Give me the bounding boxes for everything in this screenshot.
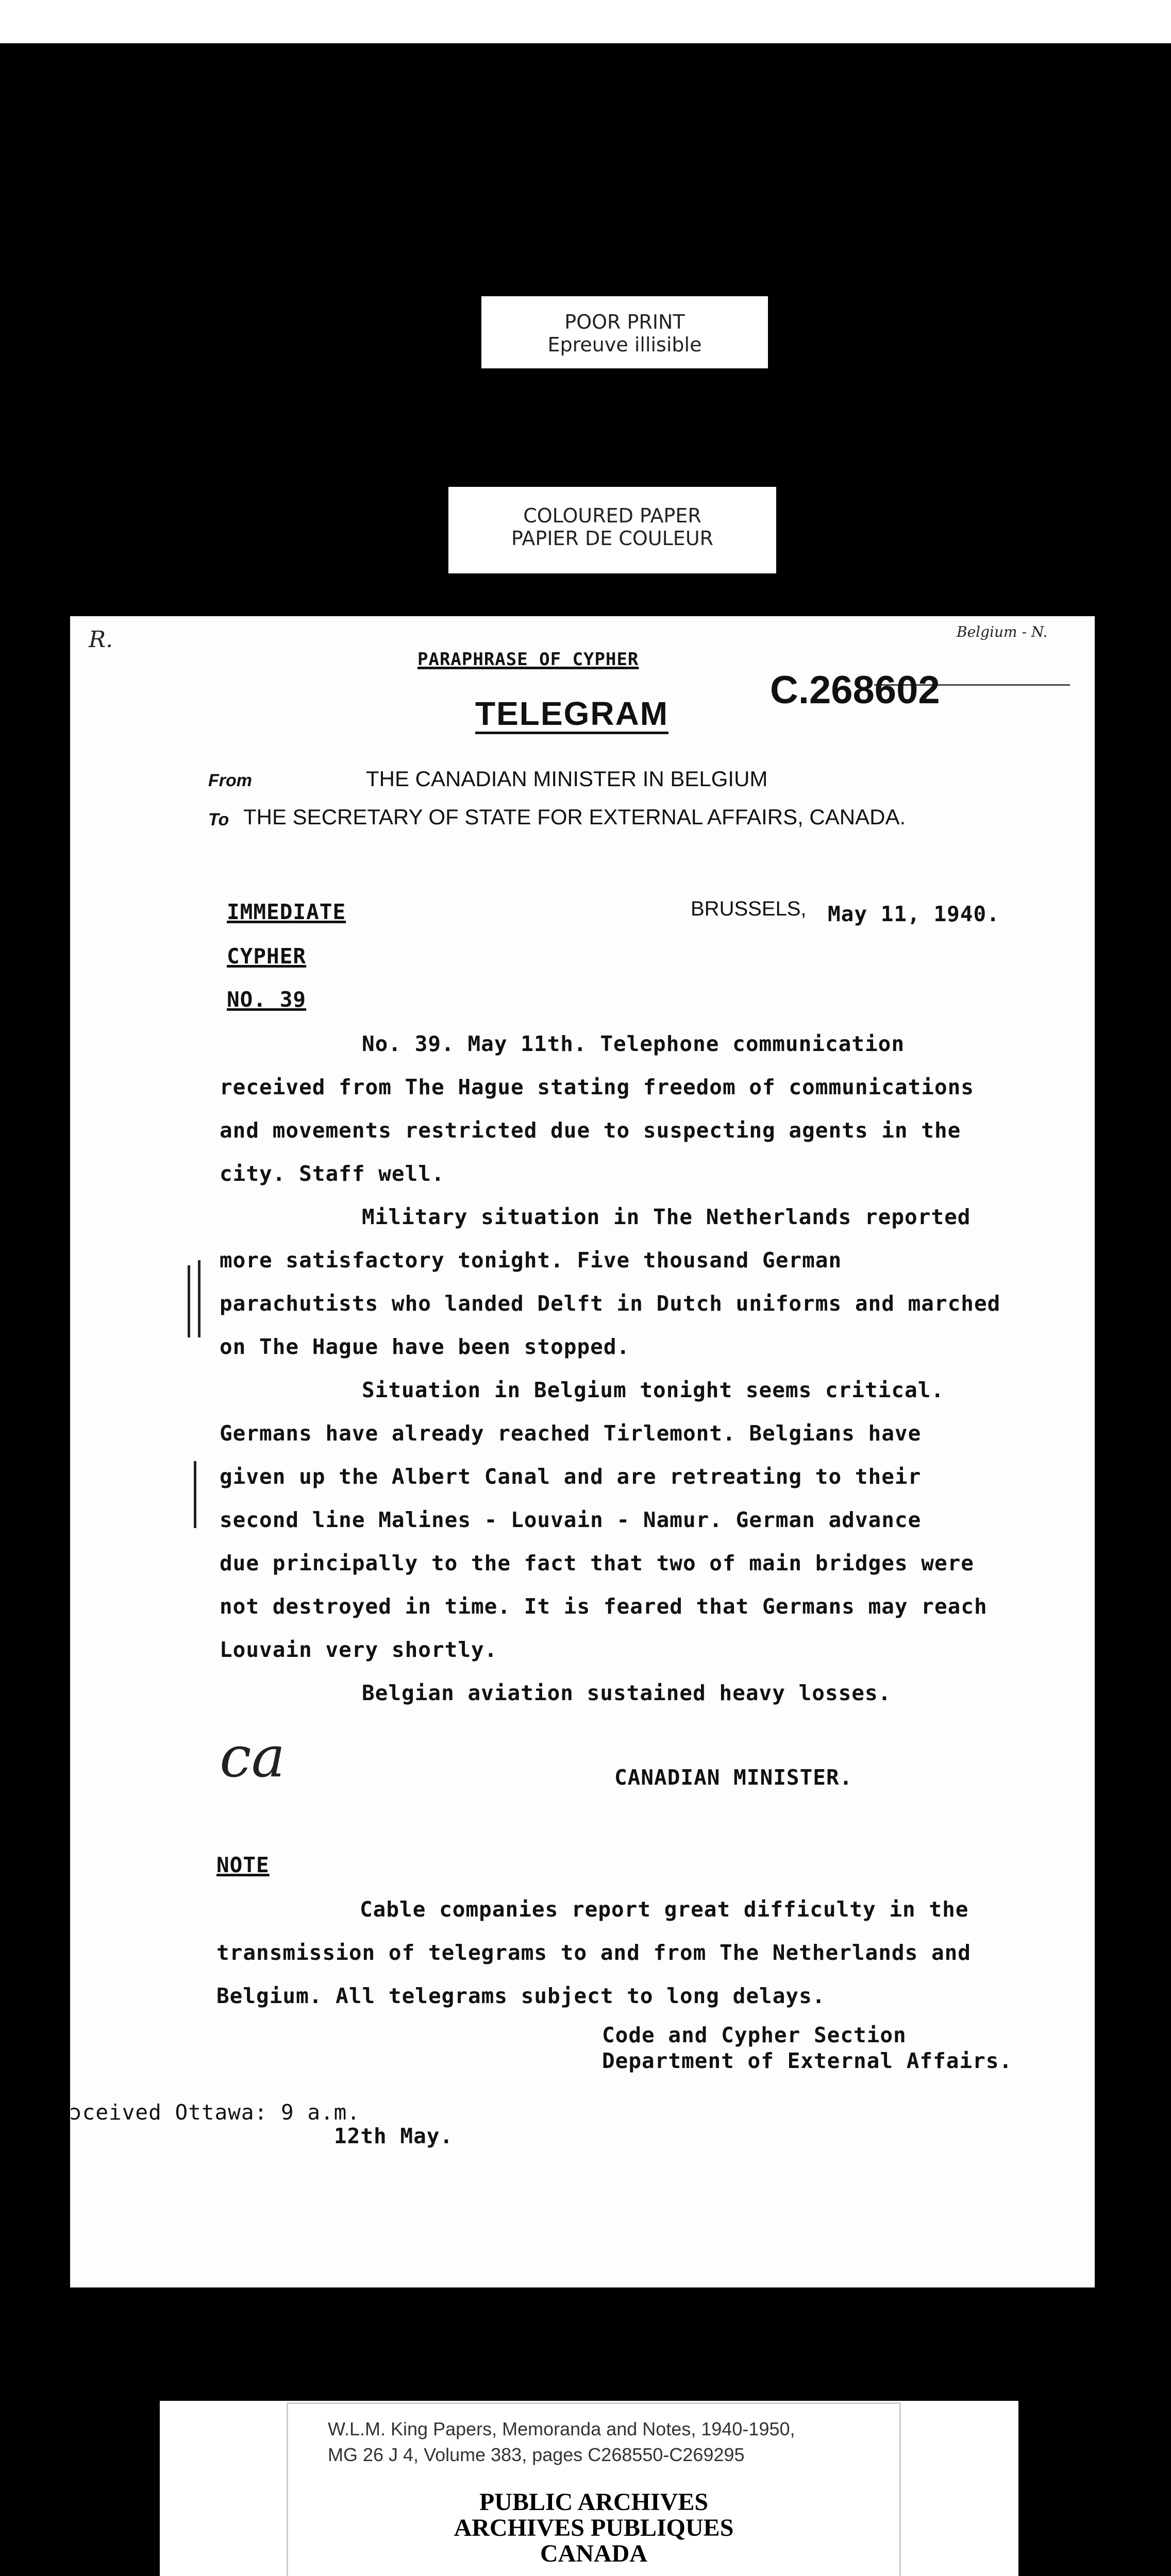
section-line-2: Department of External Affairs. (602, 2048, 1013, 2073)
body-line-14: not destroyed in time. It is feared that Germans may reach (220, 1594, 988, 1619)
paraphrase-heading: PARAPHRASE OF CYPHER (417, 649, 639, 670)
handwritten-initial: ca (220, 1724, 286, 1790)
telegram-number: NO. 39 (227, 987, 307, 1012)
body-line-4: city. Staff well. (220, 1161, 445, 1186)
telegram-page (70, 616, 1095, 2287)
coloured-paper-en: COLOURED PAPER (523, 504, 701, 527)
body-line-16: Belgian aviation sustained heavy losses. (362, 1681, 892, 1705)
coloured-paper-fr: PAPIER DE COULEUR (511, 527, 714, 550)
note-heading: NOTE (216, 1853, 270, 1877)
note-line-1: Cable companies report great difficulty in the (360, 1897, 969, 1922)
section-line-1: Code and Cypher Section (602, 2023, 907, 2047)
body-line-13: due principally to the fact that two of main bridges were (220, 1551, 974, 1575)
file-number: C.268602 (770, 668, 940, 712)
body-line-8: on The Hague have been stopped. (220, 1334, 630, 1359)
received-line-2: 12th May. (334, 2124, 454, 2148)
telegram-title: TELEGRAM (475, 696, 668, 734)
corner-note: Belgium - N. (957, 623, 1048, 640)
priority: IMMEDIATE (227, 900, 346, 924)
to-value: THE SECRETARY OF STATE FOR EXTERNAL AFFAIRS, CANADA. (243, 805, 906, 829)
marginal-initials: R. (89, 626, 113, 653)
margin-mark-1b (198, 1260, 200, 1337)
body-line-3: and movements restricted due to suspecting agents in the (220, 1118, 961, 1143)
archive-country: CANADA (540, 2540, 647, 2567)
coloured-paper-notice (448, 487, 776, 573)
body-line-7: parachutists who landed Delft in Dutch uniforms and marched (220, 1291, 1001, 1316)
scan-top-margin (0, 0, 1171, 43)
mode: CYPHER (227, 944, 307, 969)
poor-print-notice (481, 296, 768, 368)
body-line-9: Situation in Belgium tonight seems critical. (362, 1378, 945, 1402)
archive-name-en: PUBLIC ARCHIVES (479, 2488, 709, 2516)
from-label: From (208, 771, 252, 790)
place: BRUSSELS, (691, 897, 807, 920)
poor-print-en: POOR PRINT (564, 311, 685, 333)
received-line-1: ɔceived Ottawa: 9 a.m. (69, 2100, 361, 2125)
body-line-6: more satisfactory tonight. Five thousand German (220, 1248, 842, 1273)
poor-print-fr: Epreuve illisible (547, 333, 702, 356)
date: May 11, 1940. (828, 902, 1000, 926)
body-line-10: Germans have already reached Tirlemont. Belgians have (220, 1421, 922, 1446)
body-line-12: second line Malines - Louvain - Namur. German advance (220, 1507, 922, 1532)
body-line-15: Louvain very shortly. (220, 1637, 498, 1662)
body-line-5: Military situation in The Netherlands reported (362, 1205, 971, 1229)
note-line-3: Belgium. All telegrams subject to long delays. (216, 1984, 826, 2008)
note-line-2: transmission of telegrams to and from The Netherlands and (216, 1940, 971, 1965)
reference-line-1: W.L.M. King Papers, Memoranda and Notes, 1940-1950, (328, 2418, 795, 2439)
margin-mark-1a (188, 1265, 190, 1337)
body-line-2: received from The Hague stating freedom of communications (220, 1075, 974, 1099)
margin-mark-2 (194, 1461, 196, 1528)
body-line-11: given up the Albert Canal and are retreating to their (220, 1464, 922, 1489)
body-line-1: No. 39. May 11th. Telephone communication (362, 1031, 905, 1056)
from-value: THE CANADIAN MINISTER IN BELGIUM (366, 767, 768, 791)
to-label: To (208, 810, 229, 829)
reference-line-2: MG 26 J 4, Volume 383, pages C268550-C269295 (328, 2444, 745, 2465)
archive-name-fr: ARCHIVES PUBLIQUES (454, 2514, 734, 2541)
signature: CANADIAN MINISTER. (614, 1765, 853, 1790)
